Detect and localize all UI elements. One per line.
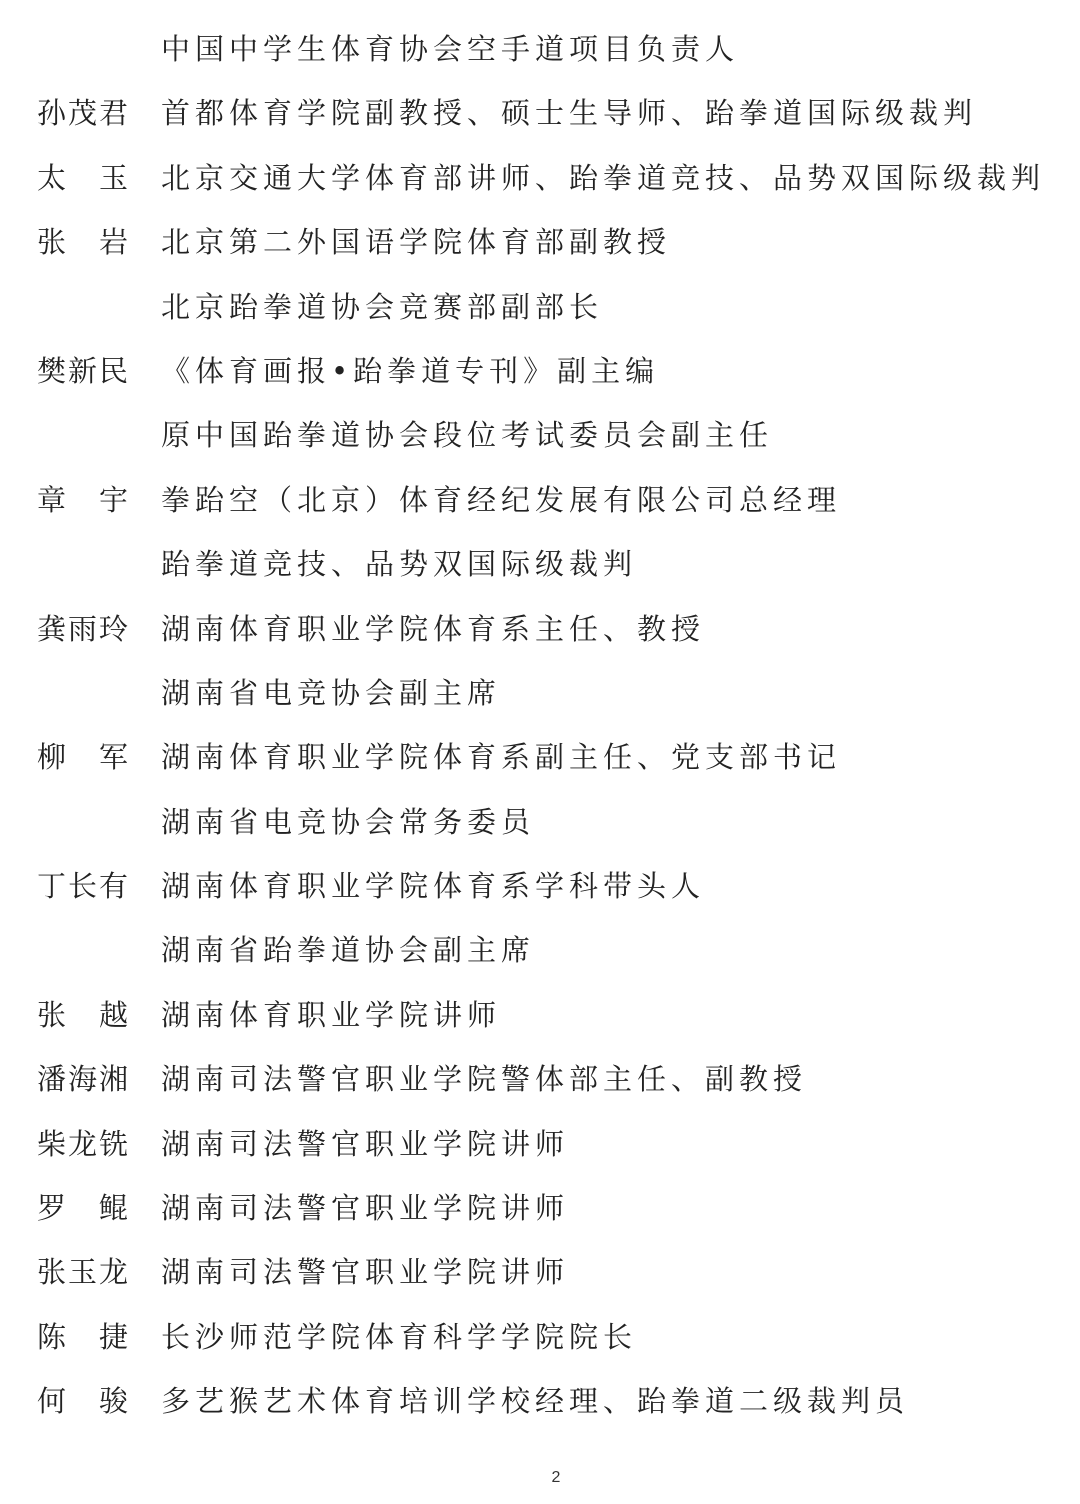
member-name: 张 岩 [37, 225, 129, 260]
member-title: 《体育画报•跆拳道专刊》副主编 [161, 353, 660, 388]
list-item [0, 274, 1080, 338]
member-name: 何 骏 [37, 1384, 129, 1419]
list-item [0, 853, 1080, 917]
member-title: 湖南司法警官职业学院讲师 [161, 1255, 570, 1290]
member-title: 长沙师范学院体育科学学院院长 [161, 1319, 638, 1354]
member-title: 湖南体育职业学院体育系主任、教授 [161, 611, 706, 646]
list-item [0, 1111, 1080, 1175]
member-title: 湖南省跆拳道协会副主席 [161, 933, 536, 968]
list-item [0, 145, 1080, 209]
member-list [0, 16, 1080, 1433]
member-title: 北京跆拳道协会竞赛部副部长 [161, 289, 604, 324]
member-title: 湖南体育职业学院体育系学科带头人 [161, 869, 706, 904]
member-title: 湖南省电竞协会副主席 [161, 675, 502, 710]
member-title: 湖南省电竞协会常务委员 [161, 804, 536, 839]
list-item [0, 1304, 1080, 1368]
member-name: 柳 军 [37, 740, 129, 775]
list-item [0, 338, 1080, 402]
list-item [0, 1046, 1080, 1110]
member-name: 孙 茂 君 [37, 96, 129, 131]
member-title: 原中国跆拳道协会段位考试委员会副主任 [161, 418, 774, 453]
member-title: 拳跆空（北京）体育经纪发展有限公司总经理 [161, 482, 842, 517]
member-title: 湖南司法警官职业学院讲师 [161, 1191, 570, 1226]
member-title: 多艺猴艺术体育培训学校经理、跆拳道二级裁判员 [161, 1384, 910, 1419]
member-title: 湖南体育职业学院体育系副主任、党支部书记 [161, 740, 842, 775]
list-item [0, 467, 1080, 531]
member-title: 北京交通大学体育部讲师、跆拳道竞技、品势双国际级裁判 [161, 160, 1046, 195]
member-name: 张 玉 龙 [37, 1255, 129, 1290]
list-item [0, 724, 1080, 788]
member-title: 北京第二外国语学院体育部副教授 [161, 225, 672, 260]
list-item [0, 16, 1080, 80]
member-name: 柴 龙 铣 [37, 1126, 129, 1161]
member-name: 张 越 [37, 997, 129, 1032]
list-item [0, 917, 1080, 981]
list-item [0, 1175, 1080, 1239]
list-item [0, 402, 1080, 466]
list-item [0, 531, 1080, 595]
member-name: 潘 海 湘 [37, 1062, 129, 1097]
member-name: 太 玉 [37, 160, 129, 195]
list-item [0, 982, 1080, 1046]
list-item [0, 209, 1080, 273]
list-item [0, 80, 1080, 144]
member-title: 首都体育学院副教授、硕士生导师、跆拳道国际级裁判 [161, 96, 978, 131]
member-title: 湖南体育职业学院讲师 [161, 997, 502, 1032]
member-name: 罗 鲲 [37, 1191, 129, 1226]
member-title: 湖南司法警官职业学院讲师 [161, 1126, 570, 1161]
list-item [0, 1368, 1080, 1432]
list-item [0, 789, 1080, 853]
member-name: 丁 长 有 [37, 869, 129, 904]
member-name: 樊 新 民 [37, 353, 129, 388]
member-title: 跆拳道竞技、品势双国际级裁判 [161, 547, 638, 582]
member-name: 陈 捷 [37, 1319, 129, 1354]
member-title: 湖南司法警官职业学院警体部主任、副教授 [161, 1062, 808, 1097]
page-number: 2 [551, 1469, 561, 1486]
member-title: 中国中学生体育协会空手道项目负责人 [161, 32, 740, 66]
list-item [0, 596, 1080, 660]
list-item [0, 660, 1080, 724]
member-name: 章 宇 [37, 482, 129, 517]
member-name: 龚 雨 玲 [37, 611, 129, 646]
list-item [0, 1239, 1080, 1303]
